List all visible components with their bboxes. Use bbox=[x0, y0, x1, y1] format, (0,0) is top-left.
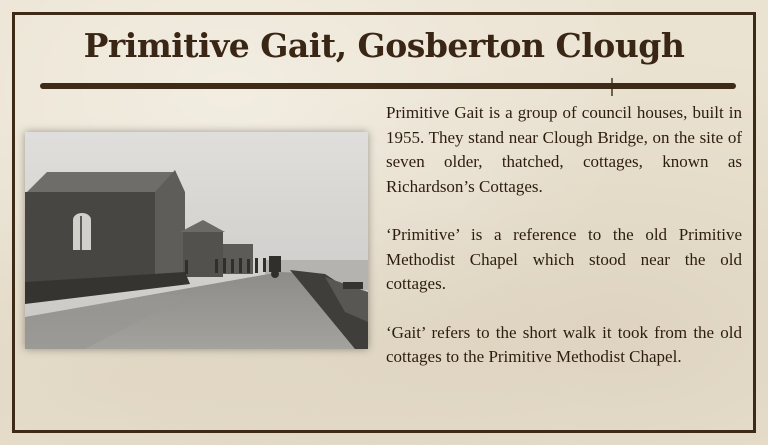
paragraph-primitive: ‘Primitive’ is a reference to the old Primitive Methodist Chapel which stood near the old cottages. bbox=[386, 225, 742, 293]
divider-mark bbox=[611, 78, 613, 96]
paragraph-gait: ‘Gait’ refers to the short walk it took from the old cottages to the Primitive Methodist Chapel. bbox=[386, 322, 742, 366]
page-title: Primitive Gait, Gosberton Clough bbox=[83, 26, 685, 65]
paragraph-history: Primitive Gait is a group of council houses, built in 1955. They stand near Clough Bridge, on the site of seven older, thatched, cottages, known as Richardson’s Cottages. bbox=[386, 103, 742, 196]
description-text bbox=[386, 101, 742, 394]
photo-illustration bbox=[25, 132, 368, 349]
historic-photo bbox=[25, 132, 368, 349]
title-divider bbox=[40, 83, 736, 89]
